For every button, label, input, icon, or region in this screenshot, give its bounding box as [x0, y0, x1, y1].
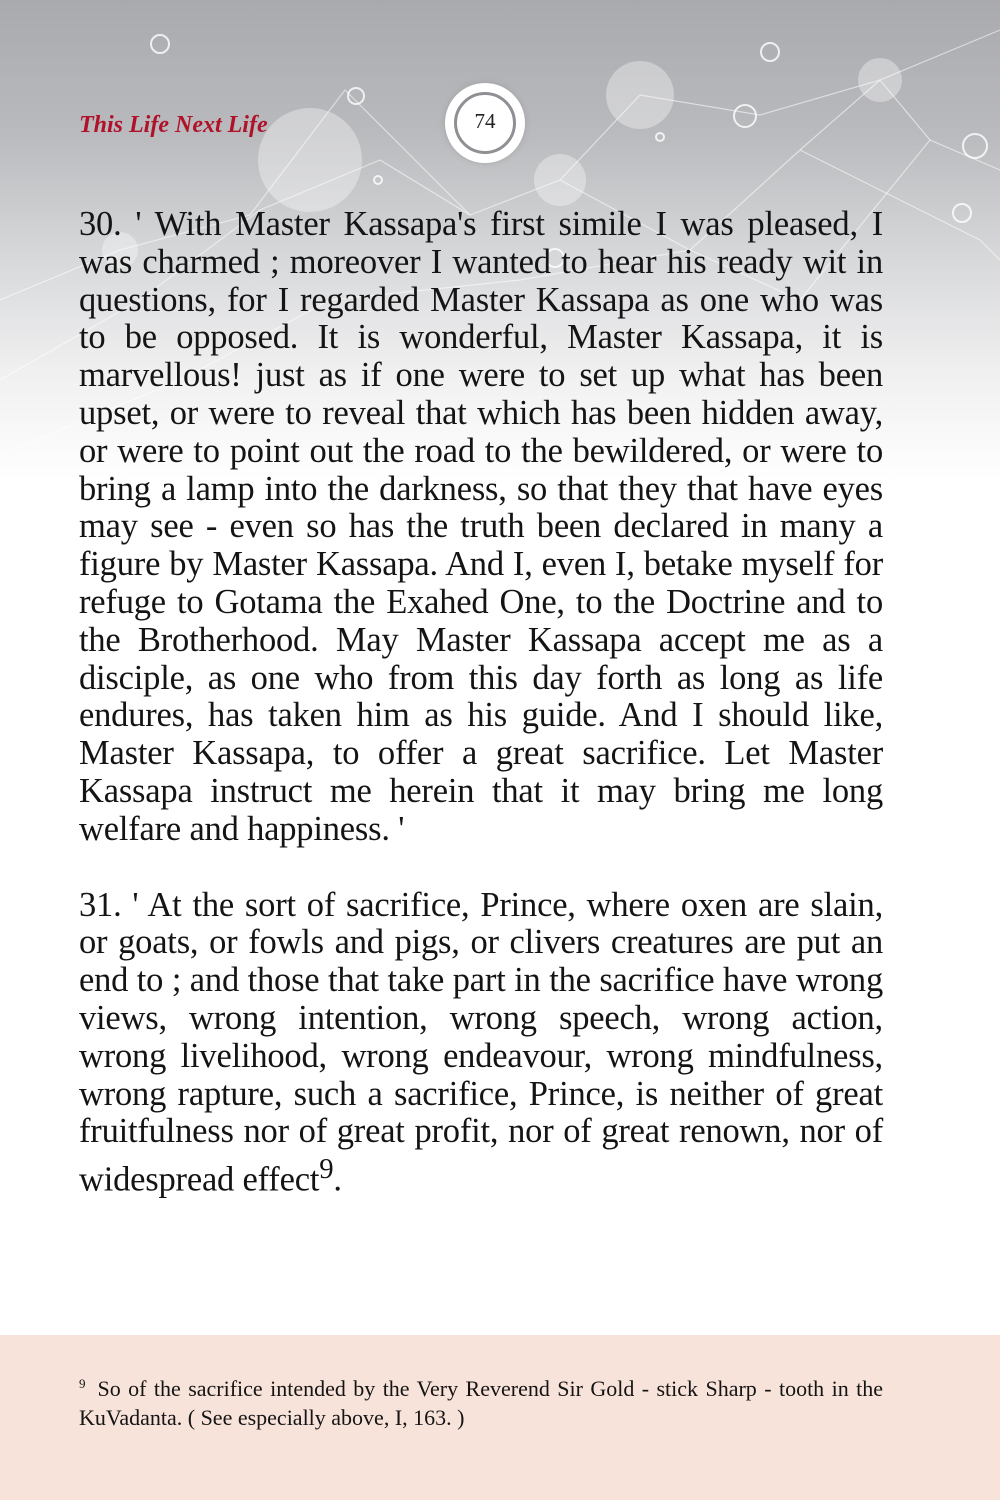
- paragraph-text: 31. ' At the sort of sacrifice, Prince, where oxen are slain, or goats, or fowls and pigs, or clivers creatures are put an end to ; and those that take part in the sacrifice have wrong views, wrong intention, wrong speech, wrong action, wrong livelihood, wrong endeavour, wrong mindfulness, wrong rapture, such a sacrifice, Prince, is neither of great fruitfulness nor of great profit, nor of great renown, nor of widespread effect: [79, 885, 883, 1199]
- footnote-marker: 9: [79, 1375, 86, 1391]
- paragraph-31: [79, 887, 883, 1200]
- page-number-badge: [445, 83, 525, 163]
- running-title: This Life Next Life: [79, 112, 268, 138]
- footnote-reference[interactable]: 9: [319, 1153, 334, 1186]
- footnote: [79, 1374, 883, 1432]
- paragraph-text: 30. ' With Master Kassapa's first simile I was pleased, I was charmed ; moreover I wanted to hear his ready wit in questions, for I regarded Master Kassapa as one who was to be opposed. It is wonderful, Master Kassapa, it is marvellous! just as if one were to set up what has been upset, or were to reveal that which has been hidden away, or were to point out the road to the bewildered, or were to bring a lamp into the darkness, so that they that have eyes may see - even so has the truth been declared in many a figure by Master Kassapa. And I, even I, betake myself for refuge to Gotama the Exahed One, to the Doctrine and to the Brotherhood. May Master Kassapa accept me as a disciple, as one who from this day forth as long as life endures, has taken him as his guide. And I should like, Master Kassapa, to offer a great sacrifice. Let Master Kassapa instruct me herein that it may bring me long welfare and happiness. ': [79, 205, 883, 848]
- paragraph-end: .: [333, 1160, 342, 1199]
- page-number: 74: [474, 109, 496, 133]
- footnote-text: So of the sacrifice intended by the Very Reverend Sir Gold - stick Sharp - tooth in the KuVadanta. ( See especially above, I, 163. ): [79, 1376, 883, 1430]
- main-text: [79, 206, 883, 1199]
- paragraph-30: [79, 206, 883, 849]
